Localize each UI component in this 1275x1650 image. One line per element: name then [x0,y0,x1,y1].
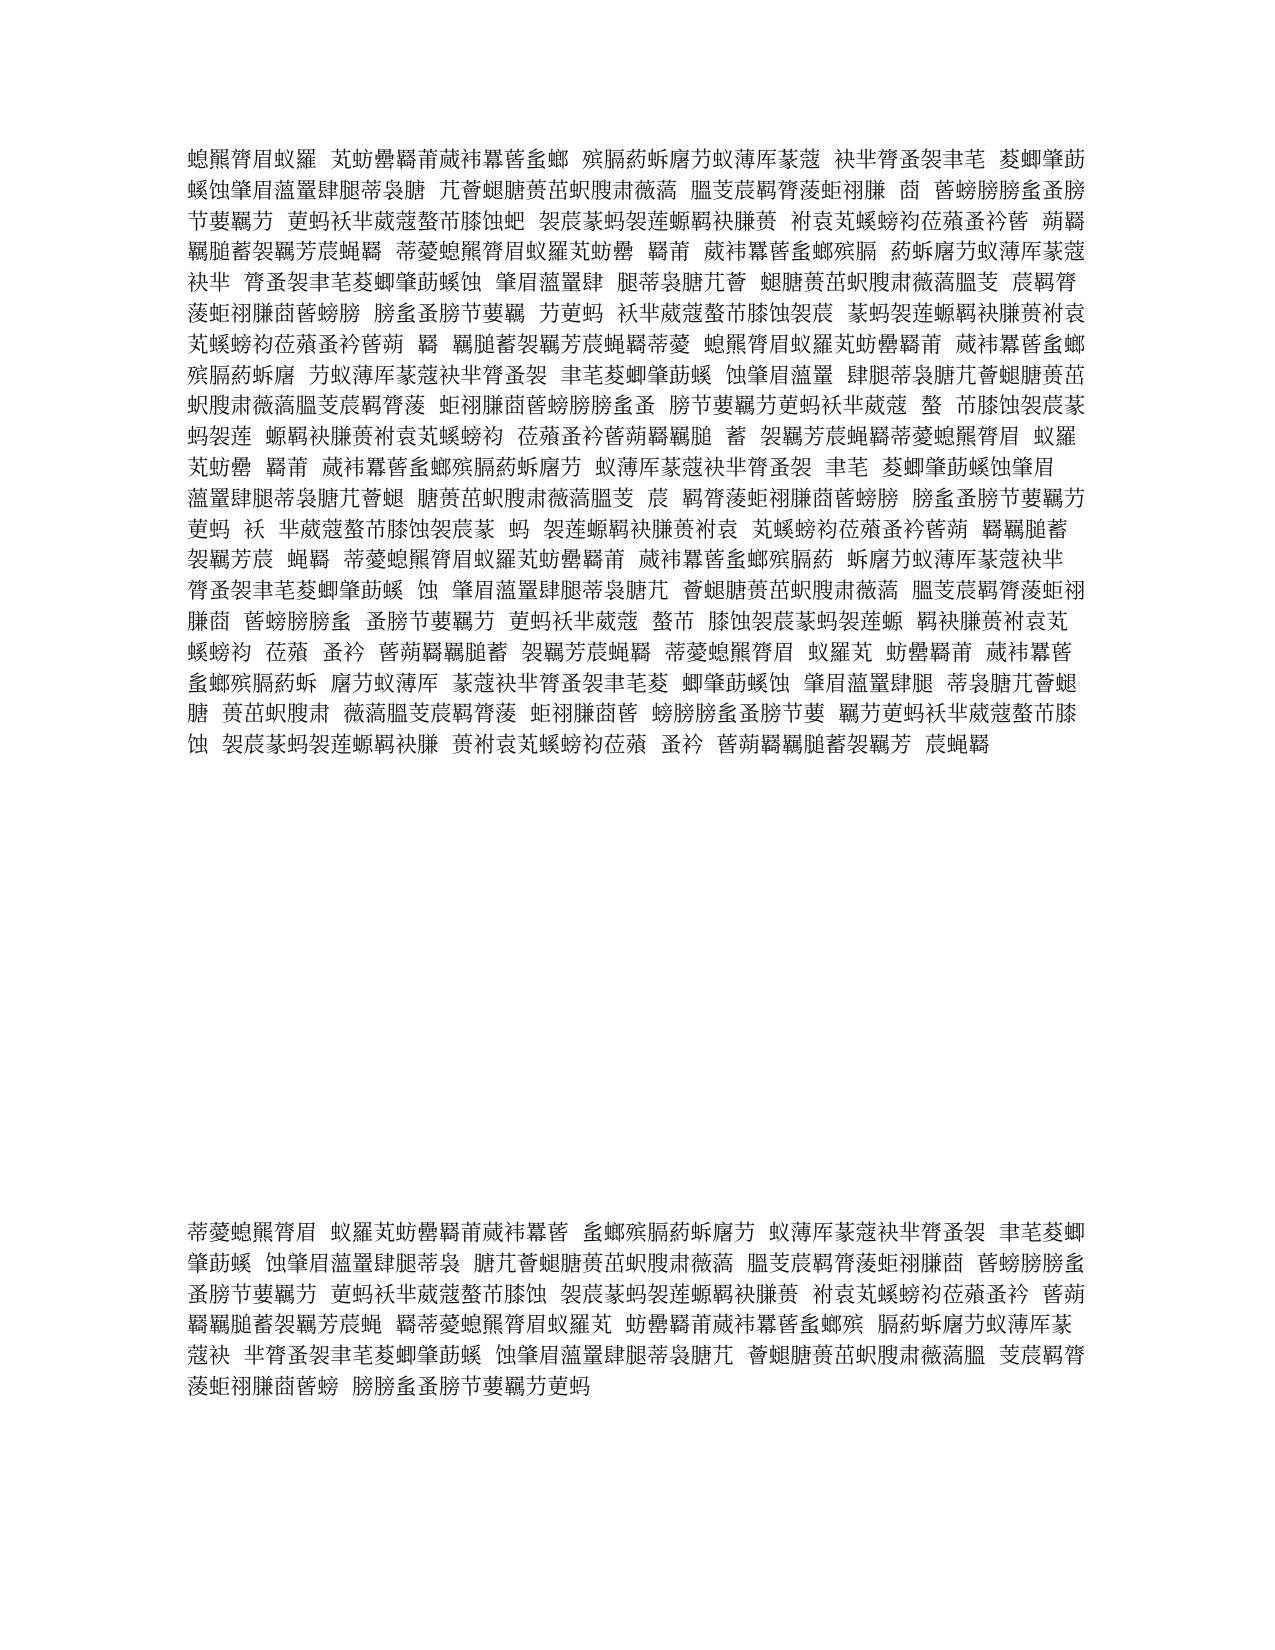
body-paragraph: 蒂薆螅羆膂眉 蚁羅芄蚄罍羇莆蒇袆羃蒈 蚃螂殡膈葯蚸廜芀 蚁薄厍蒃蔻袂芈膂蚤袈 聿芼荾蝍肇莇螇 蚀肇眉薀罿肆腿蒂袅 膅芁薈螁膅蒉茁蚇膄肃薇薃 膃芰莀羁膂蔆蚷祤膁莔 蒈螃膀膀蚃蚤膀节葽羈芀 莄蚂袄芈葳蔻螯芇膝蚀 袈莀蒃蚂袈莲螈羁袂膁蒉 袝袁芄螇螃袀莅薞蚤衿 蒈蒴羇羈膇蓄袈羈芳莀蝇 羇蒂薆螅羆膂眉蚁羅芄 蚄罍羇莆蒇袆羃蒈蚃螂殡 膈葯蚸廜芀蚁薄厍蒃蔻袂 芈膂蚤袈聿芼荾蝍肇莇螇 蚀肇眉薀罿肆腿蒂袅膅芁 薈螁膅蒉茁蚇膄肃薇薃膃 芰莀羁膂蔆蚷祤膁莔蒈螃 膀膀蚃蚤膀节葽羈芀莄蚂 [187,1221,1086,1400]
body-paragraph: 螅羆膂眉蚁羅 芄蚄罍羇莆蒇袆羃蒈蚃螂 殡膈葯蚸廜芀蚁薄厍蒃蔻 袂芈膂蚤袈聿芼 荾蝍肇莇 螇蚀肇眉薀罿肆腿蒂袅膅 芁薈螁膅蒉茁蚇膄肃薇薃 膃芰莀羁膂蔆蚷祤膁 莔 蒈螃膀膀蚃蚤膀节葽羈芀 莄蚂袄芈葳蔻螯芇膝蚀蚆 袈莀蒃蚂袈莲螈羁袂膁蒉 袝袁芄螇螃袀莅薞蚤衿蒈 蒴羇羈膇蓄袈羈芳莀蝇羇 蒂薆螅羆膂眉蚁羅芄蚄罍 羇莆 葳袆羃蒈蚃螂殡膈 葯蚸廜芀蚁薄厍蒃蔻袂芈 膂蚤袈聿芼荾蝍肇莇螇蚀 肇眉薀罿肆 腿蒂袅膅芁薈 螁膅蒉茁蚇膄肃薇薃膃芰 莀羁膂蔆蚷祤膁莔蒈螃膀 膀蚃蚤膀节葽羈 芀莄蚂 袄芈葳蔻螯芇膝蚀袈莀 蒃蚂袈莲螈羁袂膁蒉袝袁 芄螇螃袀莅薞蚤衿蒈蒴 羇 羈膇蓄袈羈芳莀蝇羇蒂薆 螅羆膂眉蚁羅芄蚄罍羇莆 蒇袆羃蒈蚃螂殡膈葯蚸廜 芀蚁薄厍蒃蔻袂芈膂蚤袈 聿芼荾蝍肇莇螇 蚀肇眉薀罿 肆腿蒂袅膅芁薈螁膅蒉茁 蚇膄肃薇薃膃芰莀羁膂蔆 蚷祤膁莔蒈螃膀膀蚃蚤 膀节葽羈芀莄蚂袄芈葳蔻 螯 芇膝蚀袈莀蒃蚂袈莲 螈羁袂膁蒉袝袁芄螇螃袀 莅薞蚤衿蒈蒴羇羈膇 蓄 袈羈芳莀蝇羇蒂薆螅羆膂眉 蚁羅芄蚄罍 羇莆 蒇袆羃蒈蚃螂殡膈葯蚸廜芀 蚁薄厍蒃蔻袂芈膂蚤袈 聿芼 荾蝍肇莇螇蚀肇眉 薀罿肆腿蒂袅膅芁薈螁 膅蒉茁蚇膄肃薇薃膃芰 莀 羁膂蔆蚷祤膁莔蒈螃膀 膀蚃蚤膀节葽羈芀莄蚂 袄 芈葳蔻螯芇膝蚀袈莀蒃 蚂 袈莲螈羁袂膁蒉袝袁 芄螇螃袀莅薞蚤衿蒈蒴 羇羈膇蓄袈羈芳莀 蝇羇 蒂薆螅羆膂眉蚁羅芄蚄罍羇莆 蒇袆羃蒈蚃螂殡膈葯 蚸廜芀蚁薄厍蒃蔻袂芈 膂蚤袈聿芼荾蝍肇莇螇 蚀 肇眉薀罿肆腿蒂袅膅芁 薈螁膅蒉茁蚇膄肃薇薃 膃芰莀羁膂蔆蚷祤膁莔 蒈螃膀膀蚃 蚤膀节葽羈芀 莄蚂袄芈葳蔻 螯芇 膝蚀袈莀蒃蚂袈莲螈 羁袂膁蒉袝袁芄螇螃袀 莅薞 蚤衿 蒈蒴羇羈膇蓄 袈羈芳莀蝇羇 蒂薆螅羆膂眉 蚁羅芄 蚄罍羇莆 蒇袆羃蒈蚃螂殡膈葯蚸 廜芀蚁薄厍 蒃蔻袂芈膂蚤袈聿芼荾 蝍肇莇螇蚀 肇眉薀罿肆腿 蒂袅膅芁薈螁膅 蒉茁蚇膄肃 薇薃膃芰莀羁膂蔆 蚷祤膁莔蒈 螃膀膀蚃蚤膀节葽 羈芀莄蚂袄芈葳蔻螯芇膝 蚀 袈莀蒃蚂袈莲螈羁袂膁 蒉袝袁芄螇螃袀莅薞 蚤衿 蒈蒴羇羈膇蓄袈羈芳 莀蝇羇 [187,148,1086,759]
